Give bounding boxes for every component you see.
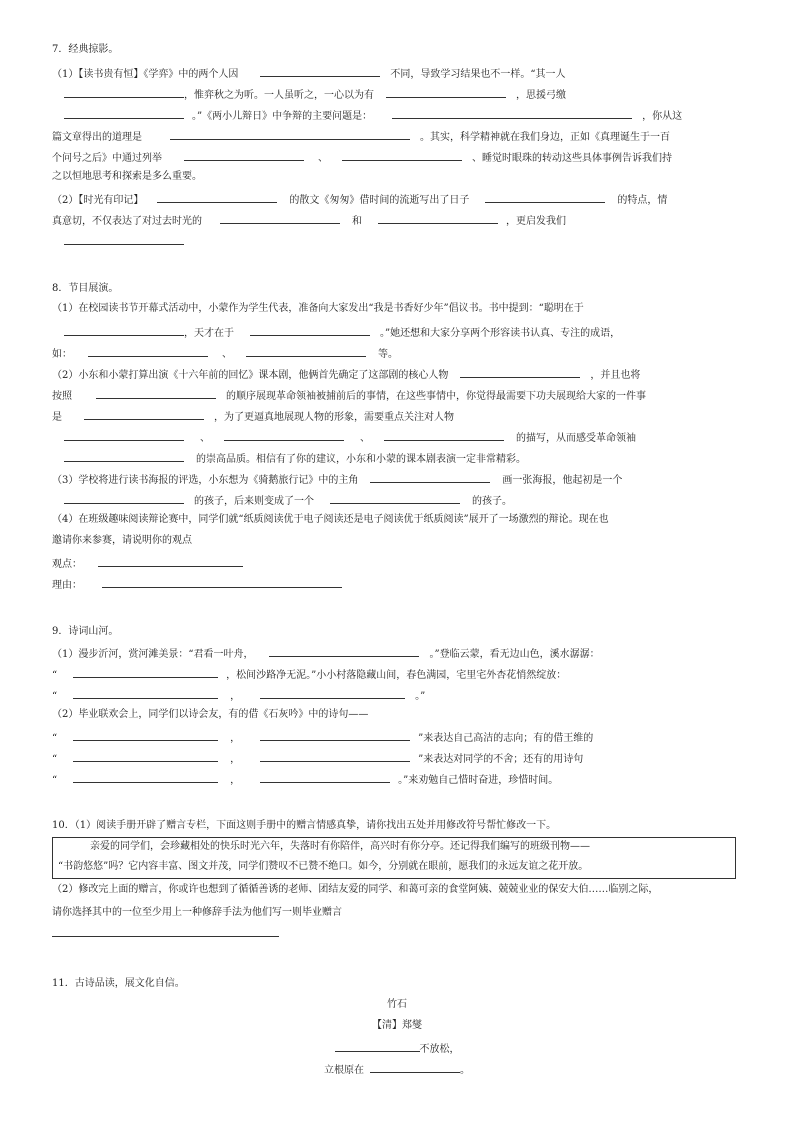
q8-blank-14[interactable] [330, 492, 460, 504]
q9-blank-5[interactable] [73, 729, 218, 741]
q8-blank-3[interactable] [88, 345, 208, 357]
q8-line10: 的孩子，后来则变成了一个 的孩子。 [52, 492, 512, 509]
q8-line2: ，天才在于 。”她还想和大家分享两个形容读书认真、专注的成语， [52, 324, 620, 341]
q8-blank-6[interactable] [96, 387, 216, 399]
q8-blank-1[interactable] [64, 324, 184, 336]
q7-line3: 。”《两小儿辩日》中争辩的主要问题是： ，你从这 [52, 107, 682, 124]
q8-blank-13[interactable] [64, 492, 184, 504]
q10-line2: （2）修改完上面的赠言，你或许也想到了循循善诱的老师、团结友爱的同学、和蔼可亲的食堂阿姨、兢兢业业的保安大伯……临别之际， [52, 884, 659, 895]
q8-blank-9[interactable] [224, 429, 344, 441]
q8-blank-12[interactable] [370, 471, 490, 483]
q8-line3: 如： 、 等。 [52, 345, 398, 362]
poem-line-2: 立根原在 。 [0, 1061, 794, 1078]
q9-blank-6[interactable] [260, 729, 410, 741]
q7-blank-2[interactable] [64, 86, 184, 98]
q7-blank-13[interactable] [64, 233, 184, 245]
q8-reason: 理由： [52, 576, 342, 593]
q10-box-line2: “书韵悠悠”吗？它内容丰富、图文并茂，同学们赞叹不已赞不绝口。如今，分别就在眼前，愿我们的永远友谊之花开放。 [58, 861, 589, 872]
q10-title: 10．（1）阅读手册开辟了赠言专栏，下面这则手册中的赠言情感真挚，请你找出五处并用修改符号帮忙修改一下。 [52, 820, 557, 831]
poem-blank-2[interactable] [370, 1061, 460, 1073]
q7-line7: （2）【时光有印记】 的散文《匆匆》借时间的流逝写出了日子 的特点，情 [52, 191, 667, 208]
q7-line1: （1）【读书贵有恒】《学弈》中的两个人因 不同，导致学习结果也不一样。“其一人 [52, 65, 566, 82]
q8-line8: 的崇高品质。相信有了你的建议，小东和小蒙的课本剧表演一定非常精彩。 [52, 450, 526, 467]
q7-blank-4[interactable] [64, 107, 184, 119]
q8-blank-4[interactable] [246, 345, 366, 357]
q8-view-blank[interactable] [98, 555, 243, 567]
q9-blank-1[interactable] [269, 645, 419, 657]
q7-line8: 真意切，不仅表达了对过去时光的 和 ，更启发我们 [52, 212, 566, 229]
q9-blank-7[interactable] [73, 750, 218, 762]
q9-line4: （2）毕业联欢会上，同学们以诗会友，有的借《石灰吟》中的诗句—— [52, 709, 369, 720]
q7-blank-3[interactable] [386, 86, 506, 98]
poem-line-1: 不放松， [0, 1040, 794, 1057]
q8-title: 8．节目展演。 [52, 283, 119, 294]
q7-blank-1[interactable] [260, 65, 380, 77]
q8-blank-10[interactable] [384, 429, 504, 441]
q9-line6: “ ， ”来表达对同学的不舍；还有的用诗句 [52, 750, 583, 767]
poem-blank-1[interactable] [335, 1040, 420, 1052]
q10-box-line1: 亲爱的同学们，会珍藏相处的快乐时光六年，失落时有你陪伴，高兴时有你分亭。还记得我们编写的班级刊物—— [90, 841, 590, 852]
q9-line1: （1）漫步沂河，赏河滩美景：“君看一叶舟， 。”登临云蒙，看无边山色，溪水潺潺： [52, 645, 600, 662]
q9-line7: “ ， 。”来劝勉自己惜时奋进，珍惜时间。 [52, 771, 558, 788]
q9-blank-3[interactable] [73, 687, 218, 699]
q8-line1: （1）在校园读书节开幕式活动中，小蒙作为学生代表，准备向大家发出“我是书香好少年”倡议书。书中提到：“聪明在于 [52, 303, 584, 314]
poem-title: 竹石 [387, 999, 407, 1010]
q9-line2: “ ，松间沙路净无泥。”小小村落隐藏山间，春色满园，宅里宅外杏花悄然绽放： [52, 666, 566, 683]
q7-blank-9[interactable] [157, 191, 277, 203]
q7-blank-7[interactable] [184, 149, 304, 161]
q8-line6: 是 ，为了更逼真地展现人物的形象，需要重点关注对人物 [52, 408, 454, 425]
q8-blank-5[interactable] [460, 366, 580, 378]
q9-line3: “ ， 。” [52, 687, 425, 704]
q7-blank-8[interactable] [342, 149, 462, 161]
q8-reason-blank[interactable] [102, 576, 342, 588]
q7-blank-6[interactable] [170, 128, 410, 140]
q8-blank-2[interactable] [250, 324, 370, 336]
q7-line6: 之以恒地思考和探索是多么重要。 [52, 171, 202, 182]
q8-blank-7[interactable] [84, 408, 204, 420]
q9-blank-9[interactable] [73, 771, 218, 783]
q9-blank-4[interactable] [260, 687, 405, 699]
q8-line4: （2）小东和小蒙打算出演《十六年前的回忆》课本剧，他俩首先确定了这部剧的核心人物 ，并且也将 [52, 366, 640, 383]
q9-line5: “ ， ”来表达自己高洁的志向；有的借王维的 [52, 729, 593, 746]
q8-blank-8[interactable] [64, 429, 184, 441]
q8-line7: 、 、 的描写，从而感受革命领袖 [52, 429, 636, 446]
q7-blank-10[interactable] [485, 191, 605, 203]
q10-answer-line[interactable] [52, 936, 279, 937]
q8-line12: 邀请你来参赛，请说明你的观点 [52, 535, 192, 546]
poem-author: 【清】郑燮 [372, 1020, 422, 1031]
q11-title: 11．古诗品读，展文化自信。 [52, 978, 185, 989]
q8-line9: （3）学校将进行读书海报的评选，小东想为《骑鹅旅行记》中的主角 画一张海报，他起初是一个 [52, 471, 622, 488]
q8-blank-11[interactable] [64, 450, 184, 462]
q7-blank-12[interactable] [378, 212, 498, 224]
q8-line5: 按照 的顺序展现革命领袖被捕前后的事情，在这些事情中，你觉得最需要下功夫展现给大家的一件事 [52, 387, 646, 404]
q9-blank-2[interactable] [73, 666, 218, 678]
q7-blank-5[interactable] [392, 107, 632, 119]
q10-line3: 请你选择其中的一位至少用上一种修辞手法为他们写一则毕业赠言 [52, 907, 342, 918]
q8-view: 观点： [52, 555, 243, 572]
q7-line9 [52, 233, 184, 250]
q7-line2: ，惟弈秋之为听。一人虽听之，一心以为有 ，思援弓缴 [52, 86, 566, 103]
q9-blank-8[interactable] [260, 750, 410, 762]
q8-line11: （4）在班级趣味阅读辩论赛中，同学们就“纸质阅读优于电子阅读还是电子阅读优于纸质阅读”展开了一场激烈的辩论。现在也 [52, 514, 609, 525]
q7-line4: 篇文章得出的道理是 。其实，科学精神就在我们身边，正如《真理诞生于一百 [52, 128, 670, 145]
q7-title: 7．经典掠影。 [52, 44, 119, 55]
q9-blank-10[interactable] [260, 771, 390, 783]
q7-line5: 个问号之后》中通过列举 、 、睡觉时眼珠的转动这些具体事例告诉我们持 [52, 149, 672, 166]
q9-title: 9．诗词山河。 [52, 626, 119, 637]
q7-blank-11[interactable] [220, 212, 340, 224]
